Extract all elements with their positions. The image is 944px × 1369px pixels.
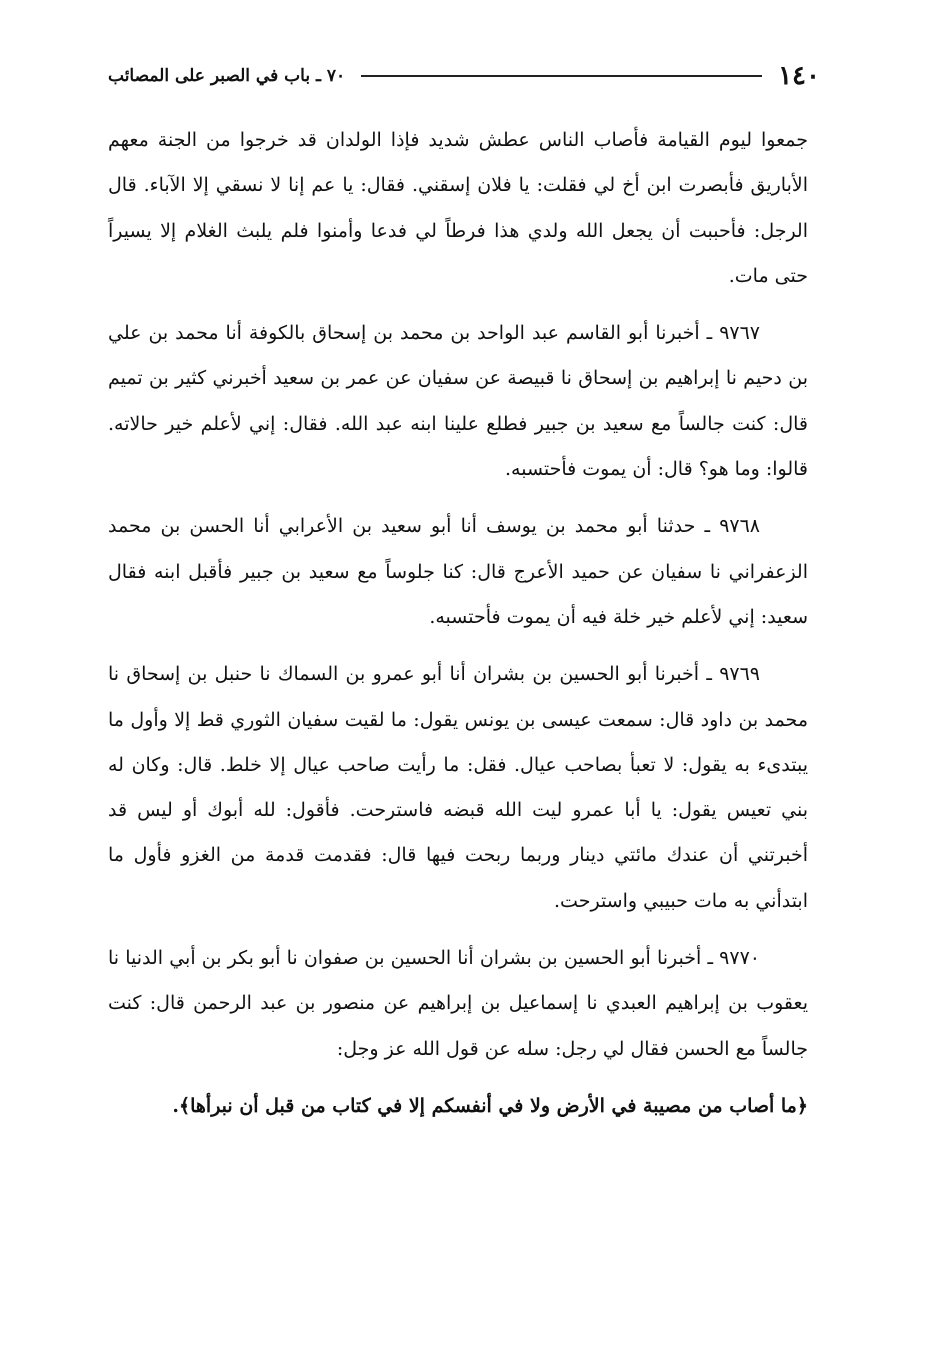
hadith-number: ٩٧٦٧ ـ <box>706 322 761 345</box>
quran-verse: ﴿ما أصاب من مصيبة في الأرض ولا في أنفسكم إلا في كتاب من قبل أن نبرأها﴾. <box>172 1094 808 1117</box>
hadith-paragraph <box>108 311 808 492</box>
page-number: ١٤٠ <box>778 61 820 91</box>
hadith-number: ٩٧٦٩ ـ <box>706 663 761 686</box>
hadith-paragraph <box>108 936 808 1072</box>
hadith-paragraph <box>108 652 808 924</box>
body-text <box>108 118 808 1141</box>
paragraph-text: أخبرنا أبو الحسين بن بشران أنا أبو عمرو بن السماك نا حنبل بن إسحاق نا محمد بن داود قال: سمعت عيسى بن يونس يقول: ما لقيت سفيان الثوري قط إلا وأول ما يبتدىء به يقول: لا تعبأ بصاحب عيال. فقل: ما رأيت صاحب عيال إلا خلط. قال: وكان له بني تعيس يقول: يا أبا عمرو ليت الله قبضه فاسترحت. فأقول: لله أبوك أو ليس قد أخبرتني أن عندك مائتي دينار وربما ربحت فيها قال: فقدمت قدمة من الغزو فأول ما ابتدأني به مات حبيبي واسترحت. <box>108 663 808 912</box>
paragraph-text: أخبرنا أبو الحسين بن بشران أنا الحسين بن صفوان نا أبو بكر بن أبي الدنيا نا يعقوب بن إبراهيم العبدي نا إسماعيل بن إبراهيم عن منصور بن عبد الرحمن قال: كنت جالساً مع الحسن فقال لي رجل: سله عن قول الله عز وجل: <box>108 947 808 1060</box>
hadith-paragraph <box>108 504 808 640</box>
paragraph-text: جمعوا ليوم القيامة فأصاب الناس عطش شديد فإذا الولدان قد خرجوا من الجنة معهم الأباريق فأبصرت ابن أخ لي فقلت: يا فلان إسقني. فقال: يا عم إنا لا نسقي إلا الآباء. قال الرجل: فأحببت أن يجعل الله ولدي هذا فرطاً لي فدعا وأمنوا فلم يلبث الغلام إلا يسيراً حتى مات. <box>108 129 808 287</box>
chapter-title: ٧٠ ـ باب في الصبر على المصائب <box>108 66 346 86</box>
paragraph-text: أخبرنا أبو القاسم عبد الواحد بن محمد بن إسحاق بالكوفة أنا محمد بن علي بن دحيم نا إبراهيم بن إسحاق نا قبيصة عن سفيان عن عمر بن سعيد أخبرني كثير بن تميم قال: كنت جالساً مع سعيد بن جبير فطلع علينا ابنه عبد الله. فقال: إني لأعلم خير حالاته. قالوا: وما هو؟ قال: أن يموت فأحتسبه. <box>108 322 808 481</box>
header-rule <box>361 75 762 77</box>
hadith-number: ٩٧٧٠ ـ <box>707 947 760 970</box>
paragraph-continued <box>108 118 808 299</box>
running-header <box>108 56 820 96</box>
paragraph-text: حدثنا أبو محمد بن يوسف أنا أبو سعيد بن الأعرابي أنا الحسن بن محمد الزعفراني نا سفيان عن حميد الأعرج قال: كنا جلوساً مع سعيد بن جبير فأقبل ابنه فقال سعيد: إني لأعلم خير خلة فيه أن يموت فأحتسبه. <box>108 515 808 628</box>
hadith-number: ٩٧٦٨ ـ <box>704 515 761 538</box>
